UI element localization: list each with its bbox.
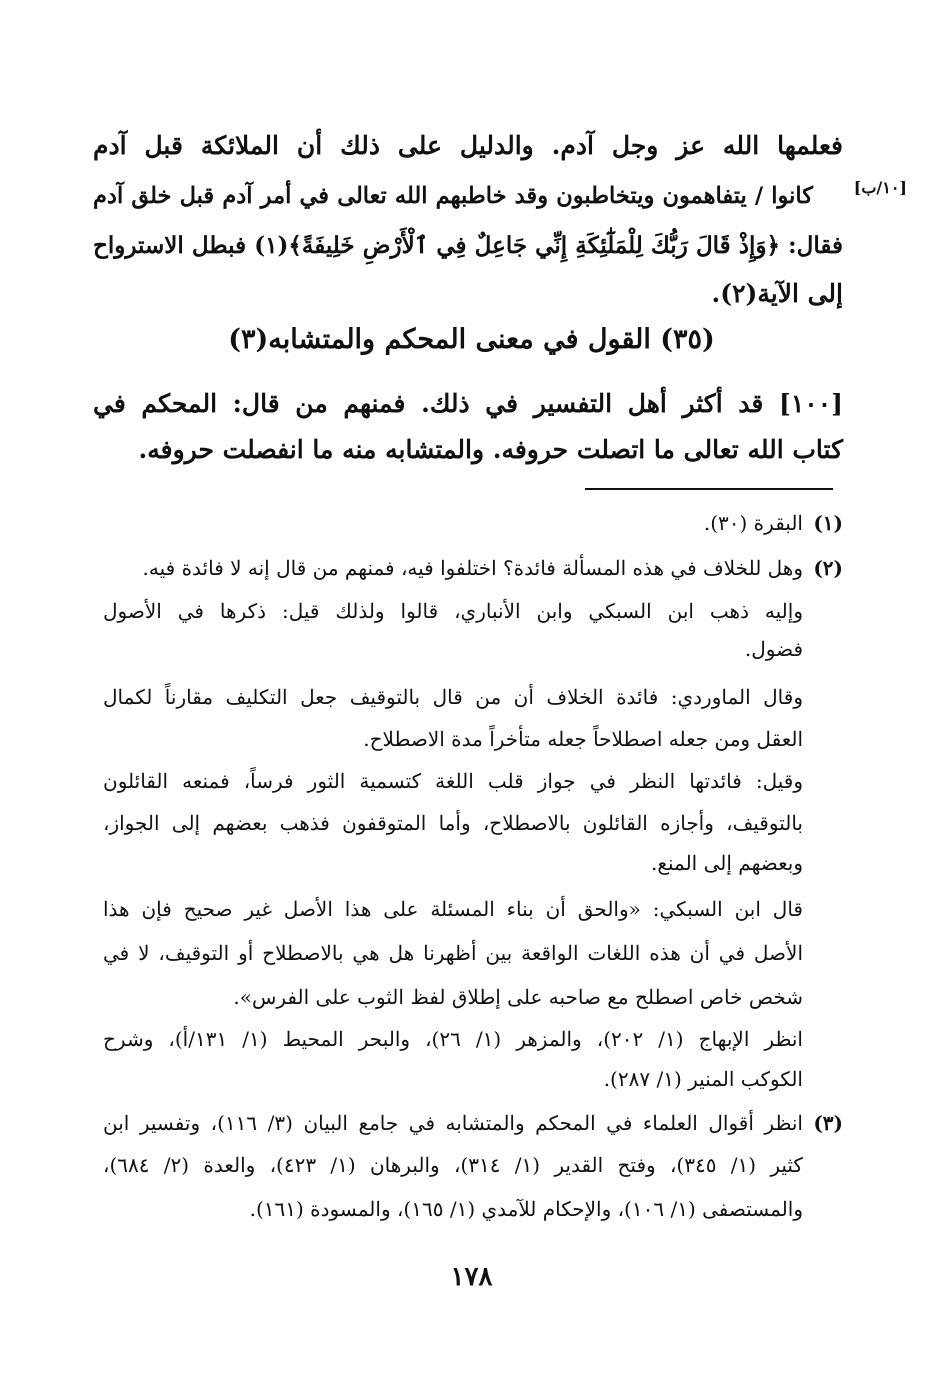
footnote-2-line-3: فضول. (744, 637, 803, 661)
footnote-2-line-5: العقل ومن جعله اصطلاحاً جعله متأخراً مدة الاصطلاح. (363, 727, 803, 751)
footnote-2-line-4: وقال الماوردي: فائدة الخلاف أن من قال بالتوقيف جعل التكليف مقارناً لكمال (103, 685, 803, 709)
footnote-2-line-10: الأصل في أن هذه اللغات الواقعة بين أظهرنا هل هي بالاصطلاح أو التوقيف، لا في (103, 941, 803, 965)
footnote-3-line-2: كثير (١/ ٣٤٥)، وفتح القدير (١/ ٣١٤)، والبرهان (١/ ٤٢٣)، والعدة (٢/ ٦٨٤)، (103, 1153, 803, 1177)
footnote-2-line-13: الكوكب المنير (١/ ٢٨٧). (603, 1067, 803, 1091)
footnote-separator (585, 488, 833, 490)
footnote-3-line-3: والمستصفى (١/ ١٠٦)، والإحكام للآمدي (١/ ١٦٥)، والمسودة (١٦١). (249, 1197, 803, 1221)
footnote-2-number: (٢) (813, 556, 843, 580)
main-text-line-3: فقال: ﴿وَإِذْ قَالَ رَبُّكَ لِلْمَلَٰٓئِكَةِ إِنِّي جَاعِلٌ فِي ٱلْأَرْضِ خَلِيفَةً﴾(١) فبطل الاسترواح (93, 232, 843, 259)
margin-folio-note: [١٠/ب] (853, 178, 907, 197)
footnote-3-line-1: انظر أقوال العلماء في المحكم والمتشابه في جامع البيان (٣/ ١١٦)، وتفسير ابن (103, 1111, 803, 1135)
main-text-line-4: إلى الآية(٢). (711, 279, 843, 308)
section-text-line-1: [١٠٠] قد أكثر أهل التفسير في ذلك. فمنهم من قال: المحكم في (93, 389, 843, 418)
footnote-1-line-1: البقرة (٣٠). (703, 511, 803, 535)
footnote-2-line-6: وقيل: فائدتها النظر في جواز قلب اللغة كتسمية الثور فرساً، فمنعه القائلون (103, 769, 803, 793)
section-text-line-2: كتاب الله تعالى ما اتصلت حروفه. والمتشابه منه ما انفصلت حروفه. (138, 435, 843, 464)
footnote-2-line-2: وإليه ذهب ابن السبكي وابن الأنباري، قالوا ولذلك قيل: ذكرها في الأصول (103, 599, 803, 623)
section-heading: (٣٥) القول في معنى المحكم والمتشابه(٣) (228, 324, 715, 355)
footnote-1-number: (١) (813, 511, 843, 535)
footnote-3-number: (٣) (813, 1111, 843, 1135)
footnote-2-line-11: شخص خاص اصطلح مع صاحبه على إطلاق لفظ الثوب على الفرس». (233, 985, 803, 1009)
footnote-2-line-1: وهل للخلاف في هذه المسألة فائدة؟ اختلفوا فيه، فمنهم من قال إنه لا فائدة فيه. (142, 556, 803, 580)
footnote-2-line-8: وبعضهم إلى المنع. (650, 851, 803, 875)
page-number: ١٧٨ (450, 1262, 493, 1292)
footnote-2-line-7: بالتوقيف، وأجازه القائلون بالاصطلاح، وأما المتوقفون فذهب بعضهم إلى الجواز، (103, 811, 803, 835)
main-text-line-1: فعلمها الله عز وجل آدم. والدليل على ذلك أن الملائكة قبل آدم (93, 131, 843, 160)
footnote-2-line-9: قال ابن السبكي: «والحق أن بناء المسئلة على هذا الأصل غير صحيح فإن هذا (103, 897, 803, 921)
footnote-2-line-12: انظر الإبهاج (١/ ٢٠٢)، والمزهر (١/ ٢٦)، والبحر المحيط (١/ ١٣١/أ)، وشرح (103, 1027, 803, 1051)
main-text-line-2: كانوا / يتفاهمون ويتخاطبون وقد خاطبهم الله تعالى في أمر آدم قبل خلق آدم (93, 183, 813, 209)
